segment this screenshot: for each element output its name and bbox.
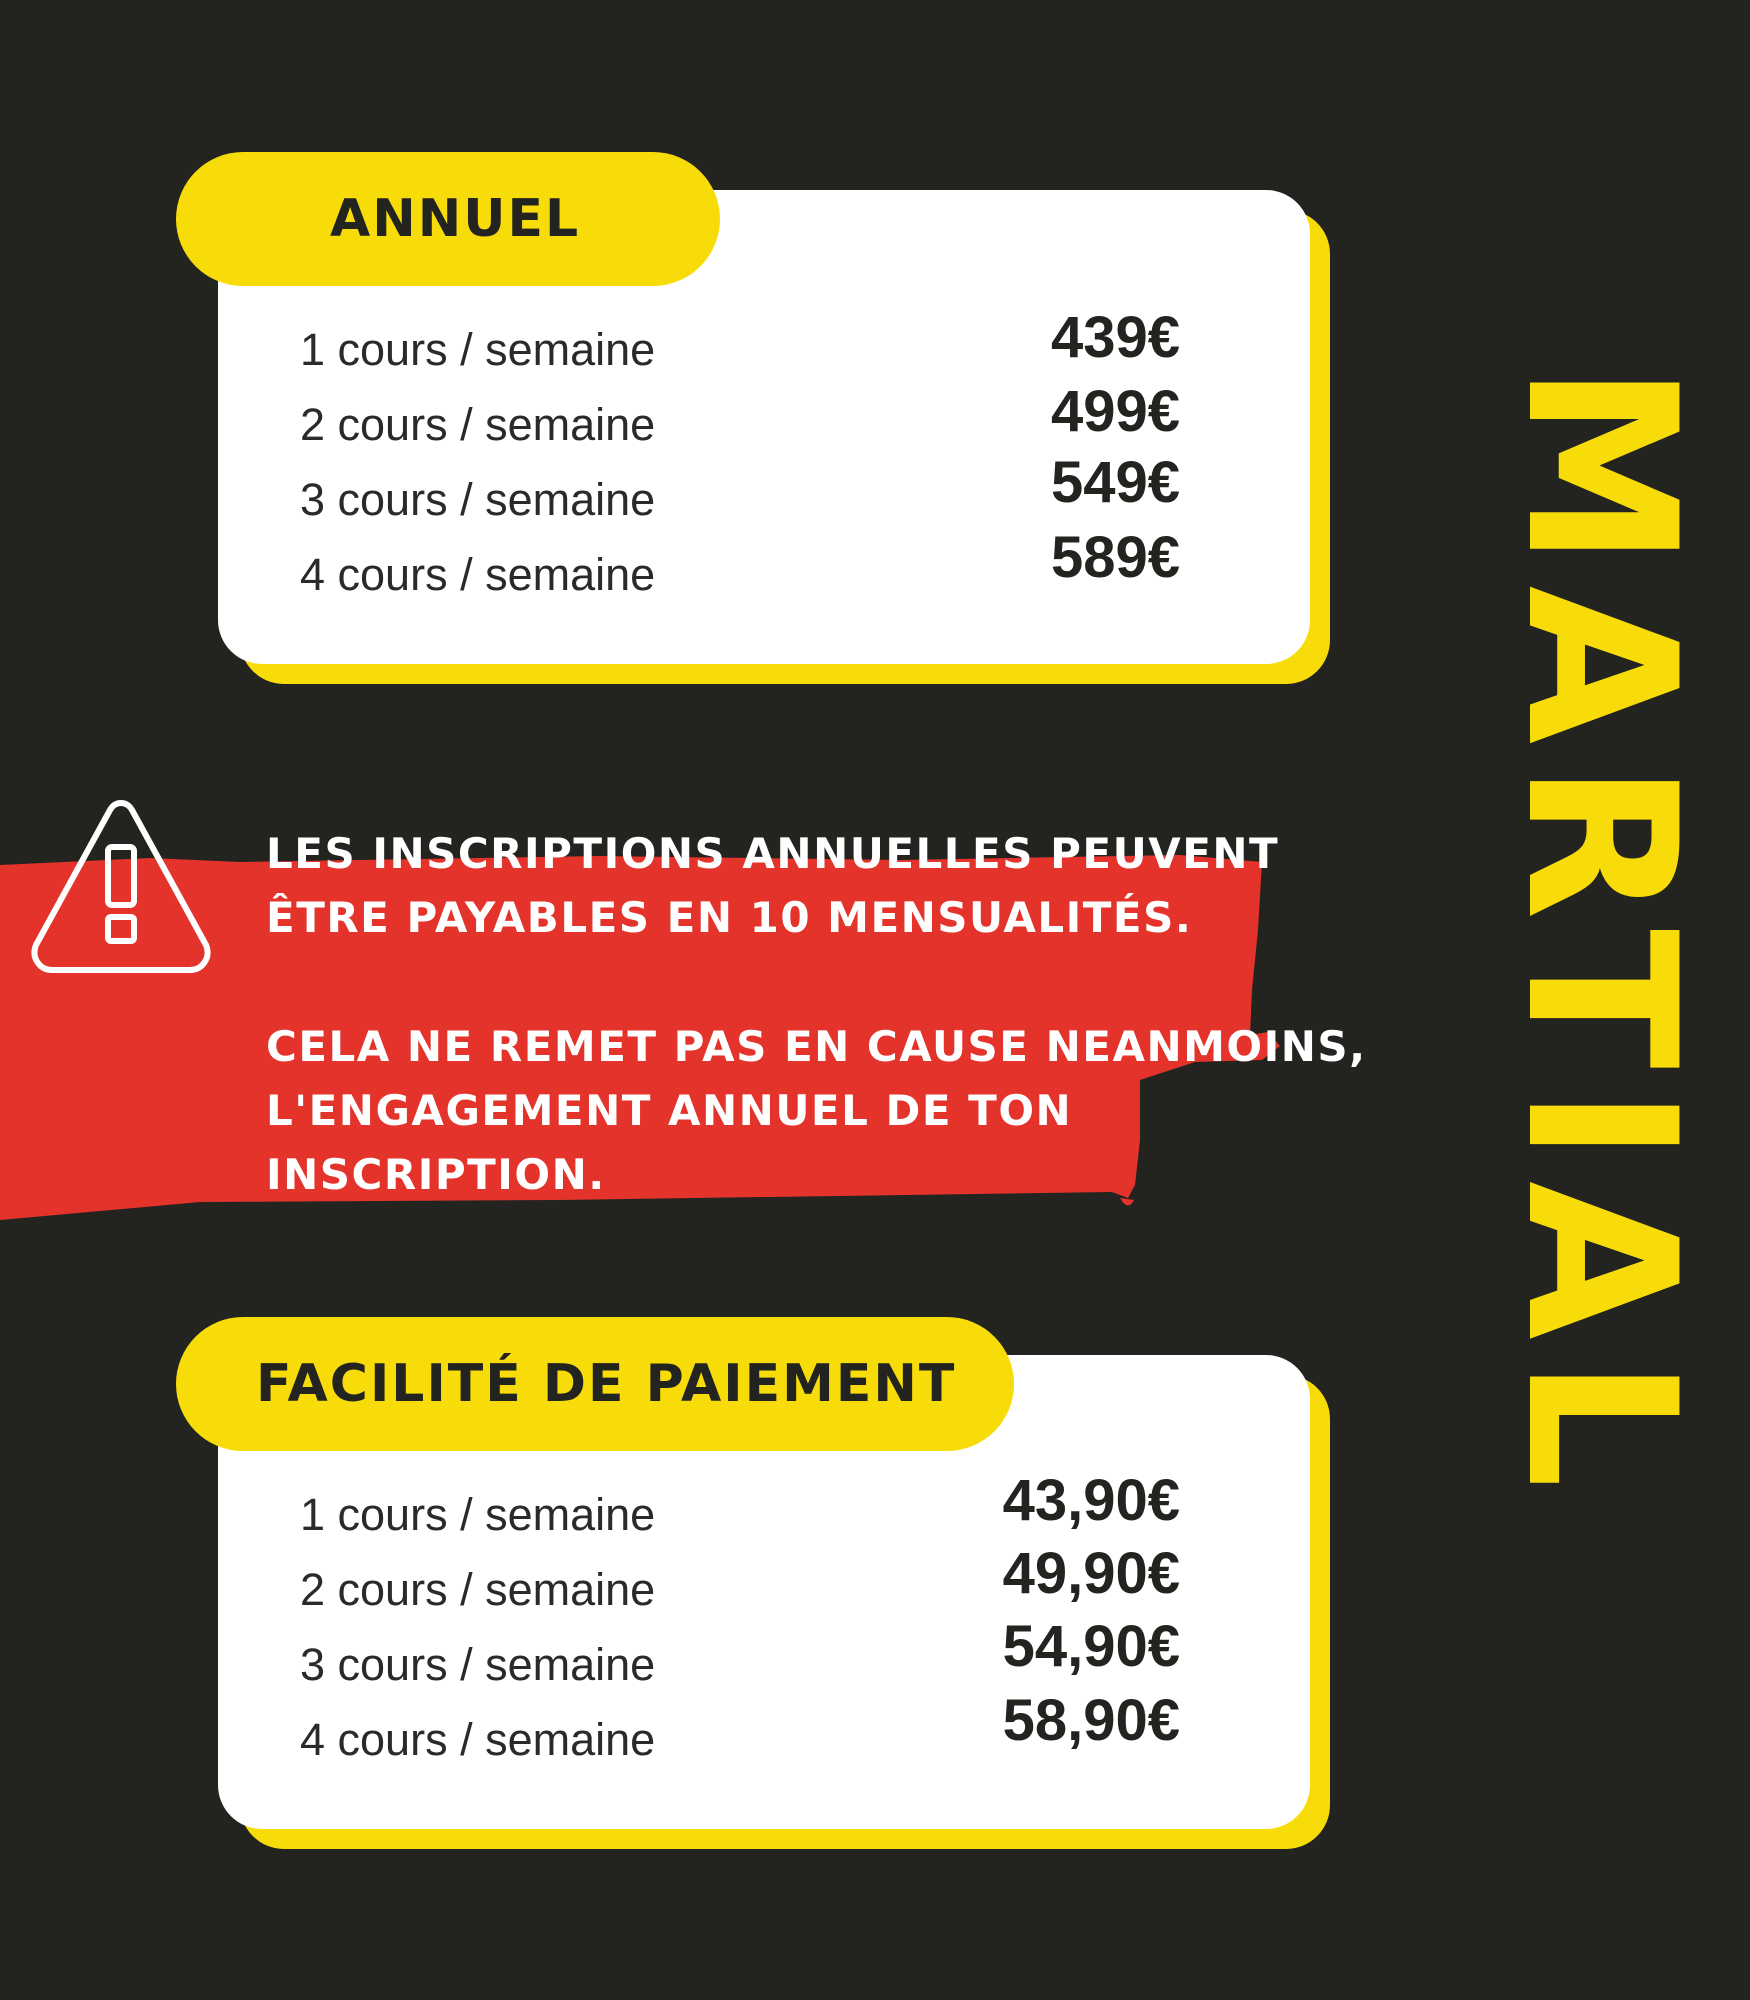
annual-price-list bbox=[300, 252, 1180, 600]
payment-row-2-label: 2 cours / semaine bbox=[300, 1564, 656, 1615]
warning-icon bbox=[28, 795, 214, 979]
notice-line-5: INSCRIPTION. bbox=[266, 1150, 606, 1199]
side-title: MARTIAL bbox=[1481, 363, 1719, 1507]
payment-row-3-price: 54,90€ bbox=[1002, 1614, 1180, 1679]
notice-line-2: ÊTRE PAYABLES EN 10 MENSUALITÉS. bbox=[266, 893, 1193, 942]
payment-row-1-price: 43,90€ bbox=[1002, 1468, 1180, 1533]
annual-tab bbox=[176, 152, 720, 286]
annual-row-4-price: 589€ bbox=[1050, 525, 1180, 590]
annual-row-2-label: 2 cours / semaine bbox=[300, 399, 656, 450]
payment-row-1-label: 1 cours / semaine bbox=[300, 1489, 656, 1540]
annual-row-2-price: 499€ bbox=[1050, 379, 1180, 444]
payment-price-list bbox=[300, 1417, 1180, 1765]
payment-title: FACILITÉ DE PAIEMENT bbox=[256, 1354, 957, 1414]
notice-line-3: CELA NE REMET PAS EN CAUSE NEANMOINS, bbox=[266, 1022, 1367, 1071]
payment-row-3-label: 3 cours / semaine bbox=[300, 1639, 656, 1690]
annual-row-3-label: 3 cours / semaine bbox=[300, 474, 656, 525]
notice-line-1: LES INSCRIPTIONS ANNUELLES PEUVENT bbox=[266, 829, 1280, 878]
payment-row-4-price: 58,90€ bbox=[1002, 1688, 1180, 1753]
annual-row-1-label: 1 cours / semaine bbox=[300, 324, 656, 375]
payment-row-2-price: 49,90€ bbox=[1002, 1541, 1180, 1606]
annual-row-3-price: 549€ bbox=[1050, 450, 1180, 515]
annual-row-4-label: 4 cours / semaine bbox=[300, 549, 656, 600]
payment-row-4-label: 4 cours / semaine bbox=[300, 1714, 656, 1765]
annual-row-1-price: 439€ bbox=[1050, 305, 1180, 370]
notice-line-4: L'ENGAGEMENT ANNUEL DE TON bbox=[266, 1086, 1073, 1135]
payment-tab bbox=[176, 1317, 1014, 1451]
annual-title: ANNUEL bbox=[330, 189, 581, 249]
